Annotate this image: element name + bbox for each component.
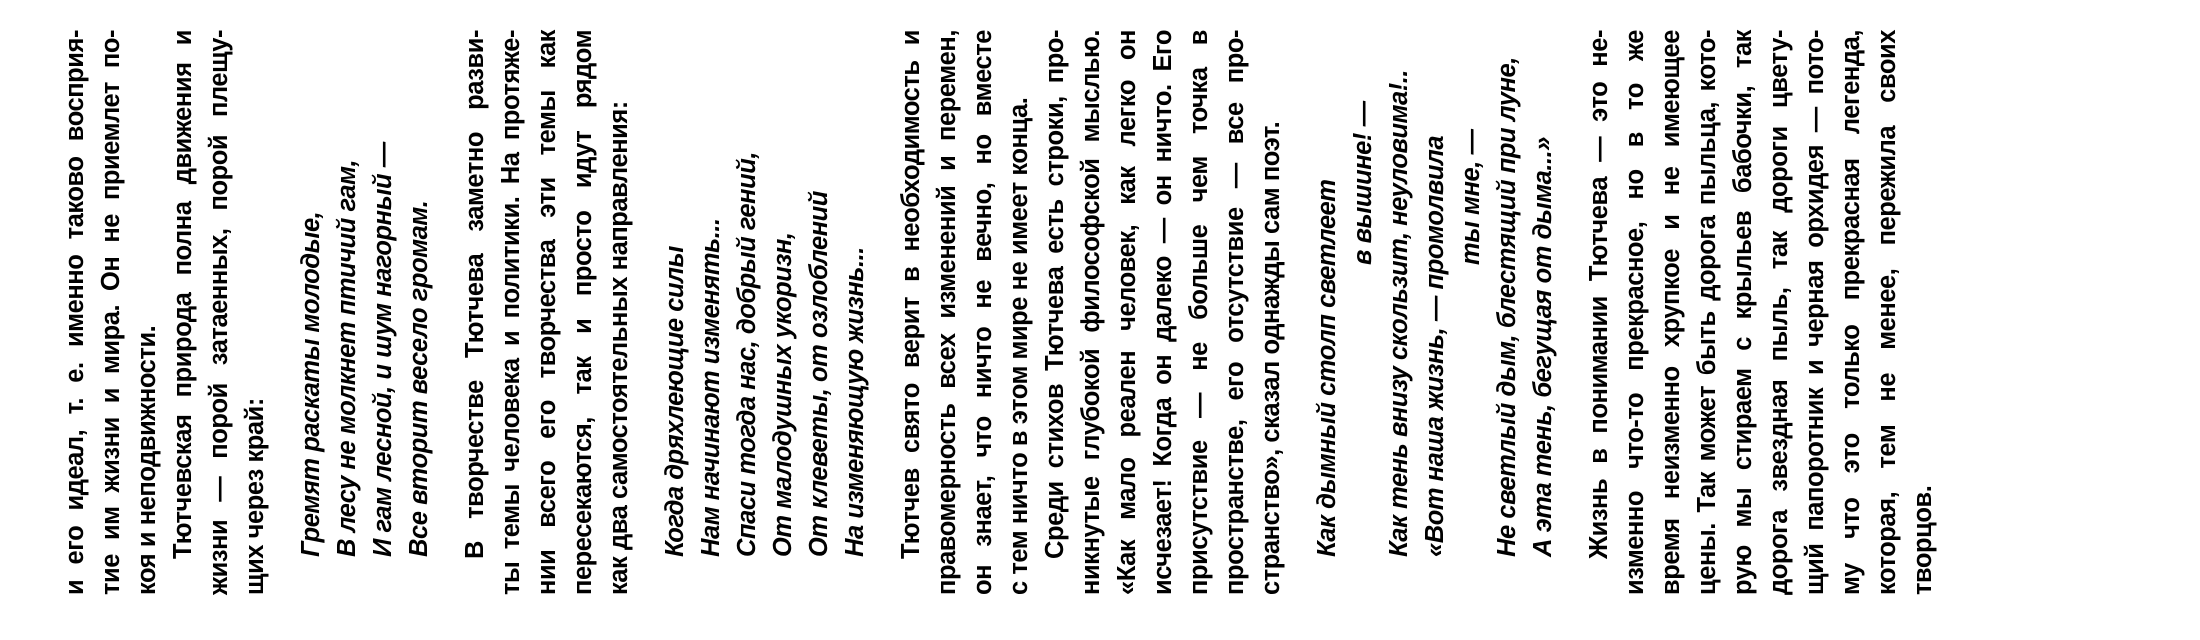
text-line: ты темы человека и политики. На протяже- <box>497 30 525 595</box>
text-line: присутствие — не больше чем точка в <box>1185 30 1213 595</box>
text-line: исчезает! Когда он далеко — он ничто. Его <box>1149 30 1177 595</box>
text-line: Жизнь в понимании Тютчева — это не- <box>1585 30 1613 559</box>
paragraph-block <box>1581 30 1941 595</box>
text-line: Спаси тогда нас, добрый гений, <box>733 152 761 557</box>
text-line: тие им жизни и мира. Он не приемлет по- <box>97 30 125 595</box>
verse-block <box>1309 30 1561 557</box>
text-line: От малодушных укоризн, <box>769 232 797 557</box>
text-line: ты мне, — <box>1457 129 1485 265</box>
text-line: От клеветы, от озлоблений <box>805 191 833 557</box>
paragraph-block <box>893 30 1037 595</box>
text-line: «Вот наша жизнь, — промолвила <box>1421 135 1449 557</box>
text-line: правомерность всех изменений и перемен, <box>933 30 961 595</box>
text-line: Не светлый дым, блестящий при луне, <box>1493 57 1521 557</box>
text-line: щих через край: <box>241 398 269 595</box>
text-line: странство», сказал однажды сам поэт. <box>1257 121 1285 595</box>
text-line: он знает, что ничто не вечно, но вместе <box>969 30 997 595</box>
text-line: Как дымный столп светлеет <box>1313 179 1341 557</box>
paragraph-block <box>457 30 637 595</box>
text-line: пространстве, его отсутствие — все про- <box>1221 30 1249 595</box>
text-line: щий папоротник и черная орхидея — пото- <box>1801 30 1829 595</box>
text-line: цены. Так может быть дорога пыльца, кото- <box>1693 30 1721 595</box>
text-line: Гремят раскаты молодые, <box>297 211 325 557</box>
text-line: В лесу не молкнет птичий гам, <box>333 159 361 557</box>
text-line: На изменяющую жизнь... <box>841 247 869 557</box>
text-line: время неизменно хрупкое и не имеющее <box>1657 30 1685 595</box>
text-line: Нам начинают изменять... <box>697 218 725 557</box>
verse-block <box>657 30 873 557</box>
text-line: Тютчевская природа полна движения и <box>169 30 197 559</box>
text-line: никнутые глубокой философской мыслью. <box>1077 30 1105 595</box>
text-line: коя и неподвижности. <box>133 325 161 595</box>
text-line: с тем ничто в этом мире не имеет конца. <box>1005 97 1033 595</box>
text-line: му что это только прекрасная легенда, <box>1837 30 1865 595</box>
text-line: рую мы стираем с крыльев бабочки, так <box>1729 30 1757 595</box>
text-line: и его идеал, т. е. именно таково восприя- <box>61 30 89 595</box>
text-line: изменно что-то прекрасное, но в то же <box>1621 30 1649 595</box>
text-line: пересекаются, так и просто идут рядом <box>569 30 597 595</box>
text-line: как два самостоятельных направления: <box>605 101 633 595</box>
text-line: Как тень внизу скользит, неуловима!.. <box>1385 69 1413 557</box>
text-line: дорога звездная пыль, так дороги цвету- <box>1765 30 1793 595</box>
paragraph-block <box>57 30 165 595</box>
text-line: «Как мало реален человек, как легко он <box>1113 30 1141 595</box>
text-line: которая, тем не менее, пережила своих <box>1873 30 1901 595</box>
text-line: Тютчев свято верит в необходимость и <box>897 30 925 559</box>
text-line: Все вторит весело громам. <box>405 200 433 557</box>
paragraph-block <box>1037 30 1289 595</box>
text-line: нии всего его творчества эти темы как <box>533 30 561 595</box>
text-line: В творчестве Тютчева заметно разви- <box>461 30 489 559</box>
verse-block <box>293 30 437 557</box>
text-line: в вышине! — <box>1349 101 1377 265</box>
text-line: А эта тень, бегущая от дыма...» <box>1529 136 1557 557</box>
text-line: Среди стихов Тютчева есть строки, про- <box>1041 30 1069 559</box>
paragraph-block <box>165 30 273 595</box>
text-line: творцов. <box>1909 485 1937 595</box>
text-line: Когда дряхлеющие силы <box>661 246 689 557</box>
text-line: жизни — порой затаенных, порой плещу- <box>205 30 233 595</box>
text-line: И гам лесной, и шум нагорный — <box>369 142 397 557</box>
